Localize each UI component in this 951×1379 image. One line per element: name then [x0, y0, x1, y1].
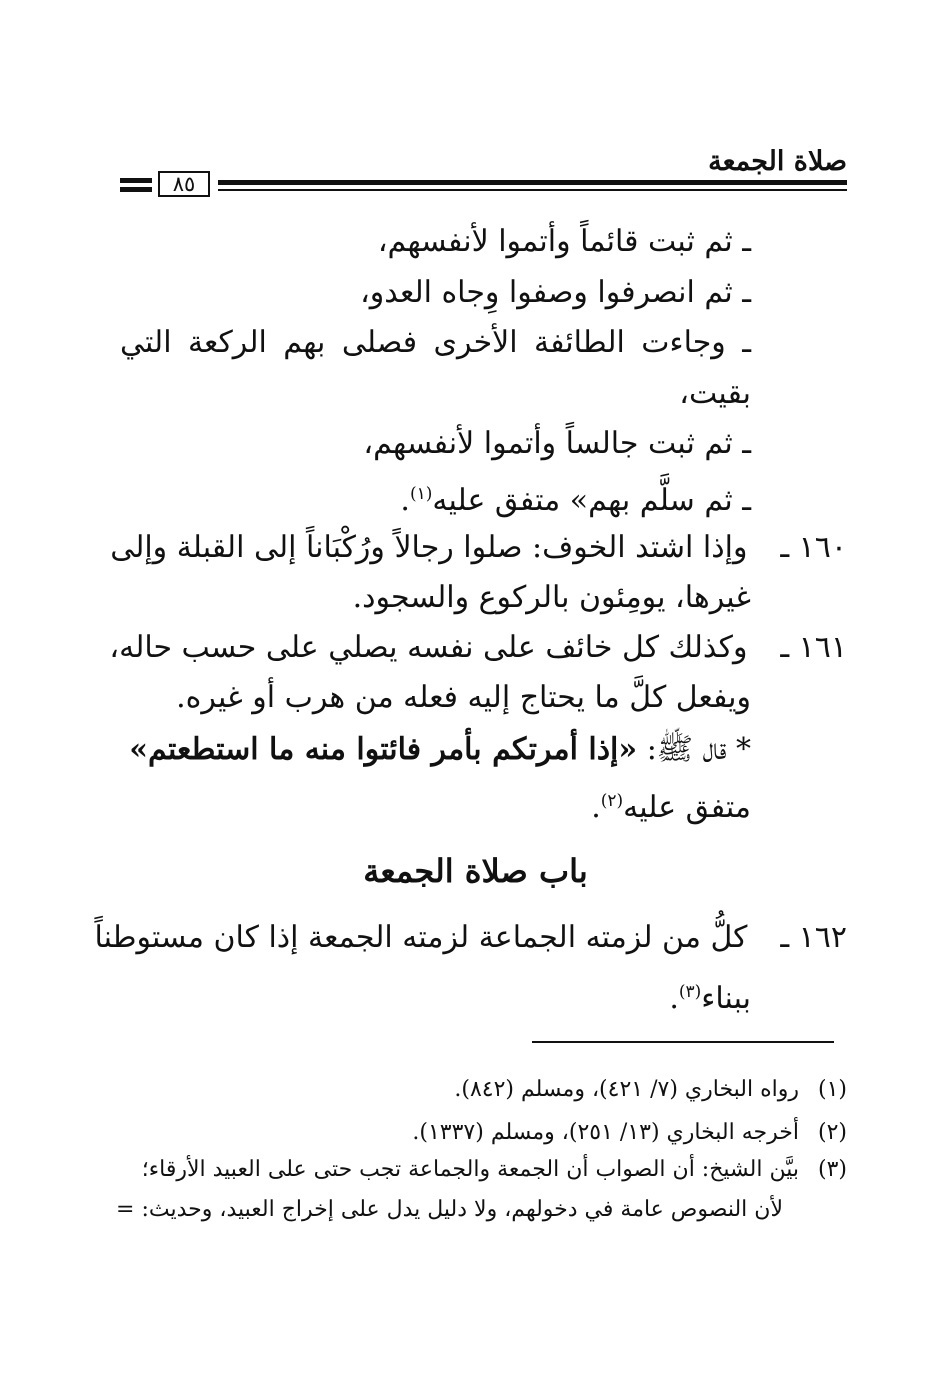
- text-span: متفق عليه: [623, 790, 751, 825]
- header-ornament-bar: [120, 178, 152, 183]
- text-span: وإذا اشتد الخوف: صلوا رجالاً ورُكْبَاناً إلى القبلة وإلى: [110, 530, 748, 565]
- page-number: ٨٥: [158, 171, 210, 197]
- footnote-3-continuation: لأن النصوص عامة في دخولهم، ولا دليل يدل على إخراج العبيد، وحديث: =: [116, 1197, 783, 1222]
- text-line: [120, 474, 751, 521]
- text-line: ـ وجاءت الطائفة الأخرى فصلى بهم الركعة التي: [120, 325, 751, 360]
- text-line: غيرها، يومِئون بالركوع والسجود.: [352, 580, 751, 615]
- item-number: ١٦٠ ـ: [780, 530, 847, 565]
- footnote-text: بيَّن الشيخ: أن الصواب أن الجمعة والجماعة تجب حتى على العبيد الأرقاء؛: [141, 1157, 799, 1182]
- header-rule-thick: [218, 180, 847, 185]
- header-rule-thin: [218, 189, 847, 191]
- footnote-text: أخرجه البخاري (١٣/ ٢٥١)، ومسلم (١٣٣٧).: [412, 1120, 799, 1145]
- text-line: [120, 781, 751, 828]
- text-line: [120, 972, 751, 1019]
- text-span: .: [669, 981, 679, 1016]
- footnote-text: رواه البخاري (٧/ ٤٢١)، ومسلم (٨٤٢).: [454, 1077, 799, 1102]
- text-span: وكذلك كل خائف على نفسه يصلي على حسب حاله،: [109, 630, 748, 665]
- footnote-ref: (٢): [600, 791, 624, 811]
- footnote-ref: (٣): [678, 982, 702, 1002]
- text-line: ـ ثم انصرفوا وصفوا وِجاه العدو،: [360, 275, 751, 310]
- footnote-ref: (١): [409, 484, 433, 504]
- text-line: ـ ثم ثبت قائماً وأتموا لأنفسهم،: [377, 224, 751, 259]
- hadith-text: «إذا أمرتكم بأمر فائتوا منه ما استطعتم»: [129, 732, 638, 767]
- section-heading: باب صلاة الجمعة: [363, 852, 588, 890]
- item-number: ١٦١ ـ: [780, 630, 847, 665]
- text-line: بقيت،: [679, 376, 751, 411]
- text-span: كلُّ من لزمته الجماعة لزمته الجمعة إذا كان مستوطناً: [94, 920, 748, 955]
- text-span: .: [591, 790, 601, 825]
- text-span: * قال ﷺ:: [646, 732, 751, 767]
- numbered-item-162: [94, 918, 847, 958]
- hadith-quote-line: [120, 730, 751, 770]
- item-number: ١٦٢ ـ: [780, 920, 847, 955]
- footnote-3: [100, 1155, 847, 1185]
- text-line: ـ ثم ثبت جالساً وأتموا لأنفسهم،: [363, 426, 751, 461]
- footnote-number: (١): [817, 1077, 847, 1102]
- numbered-item-160: [110, 528, 847, 568]
- text-span: ـ ثم سلَّم بهم» متفق عليه: [432, 483, 751, 518]
- footnote-separator: [532, 1041, 834, 1043]
- numbered-item-161: [109, 628, 847, 668]
- footnote-number: (٢): [817, 1120, 847, 1145]
- text-line: ويفعل كلَّ ما يحتاج إليه فعله من هرب أو غيره.: [176, 680, 751, 715]
- footnote-1: [100, 1075, 847, 1105]
- footnote-2: [100, 1118, 847, 1148]
- text-span: ببناء: [701, 981, 751, 1016]
- header-ornament-bar: [120, 187, 152, 192]
- footnote-number: (٣): [817, 1157, 847, 1182]
- text-span: .: [400, 483, 410, 518]
- running-header-title: صلاة الجمعة: [708, 146, 847, 177]
